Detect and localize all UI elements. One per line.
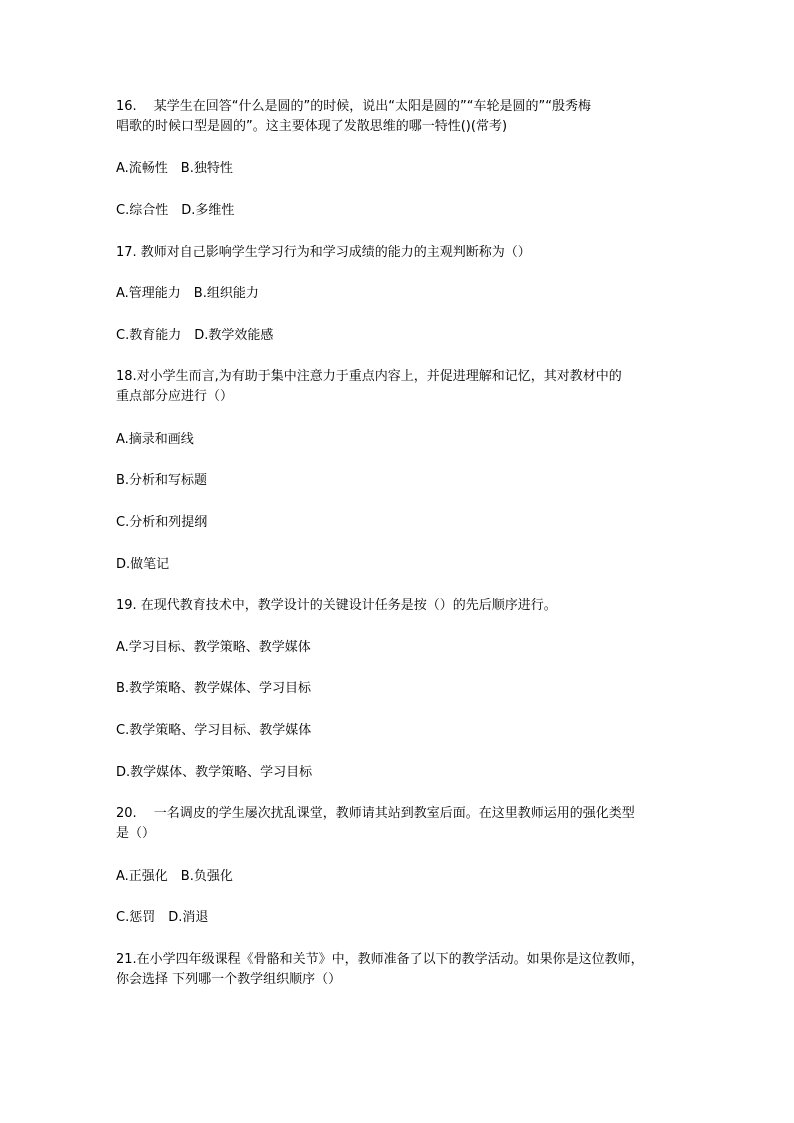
question-stem: 重点部分应进行（） (116, 389, 234, 404)
option: C.综合性 D.多维性 (116, 203, 235, 218)
question-stem: 16. 某学生在回答“什么是圆的”的时候，说出“太阳是圆的”“车轮是圆的”“殷秀梅 (116, 99, 591, 114)
option: A.流畅性 B.独特性 (116, 161, 233, 176)
question-stem: 唱歌的时候口型是圆的”。这主要体现了发散思维的哪一特性()(常考) (116, 119, 508, 134)
option: D.教学媒体、教学策略、学习目标 (116, 765, 313, 780)
option: A.摘录和画线 (116, 432, 194, 447)
option: C.惩罚 D.消退 (116, 910, 209, 925)
question-stem: 18.对小学生而言,为有助于集中注意力于重点内容上，并促进理解和记忆，其对教材中的 (116, 369, 622, 384)
question-stem: 19. 在现代教育技术中，教学设计的关键设计任务是按（）的先后顺序进行。 (116, 598, 557, 613)
question-stem: 是（） (116, 826, 156, 841)
option: D.做笔记 (116, 557, 170, 572)
question-stem: 你会选择 下列哪一个教学组织顺序（） (116, 972, 342, 987)
option: A.正强化 B.负强化 (116, 869, 233, 884)
question-stem: 21.在小学四年级课程《骨骼和关节》中，教师准备了以下的教学活动。如果你是这位教师， (116, 952, 644, 967)
option: C.教育能力 D.教学效能感 (116, 328, 274, 343)
option: B.分析和写标题 (116, 473, 208, 488)
option: B.教学策略、教学媒体、学习目标 (116, 681, 312, 696)
option: A.学习目标、教学策略、教学媒体 (116, 640, 311, 655)
question-stem: 20. 一名调皮的学生屡次扰乱课堂，教师请其站到教室后面。在这里教师运用的强化类型 (116, 806, 635, 821)
option: C.分析和列提纲 (116, 515, 208, 530)
option: C.教学策略、学习目标、教学媒体 (116, 723, 312, 738)
option: A.管理能力 B.组织能力 (116, 286, 259, 301)
question-stem: 17. 教师对自己影响学生学习行为和学习成绩的能力的主观判断称为（） (116, 245, 531, 260)
